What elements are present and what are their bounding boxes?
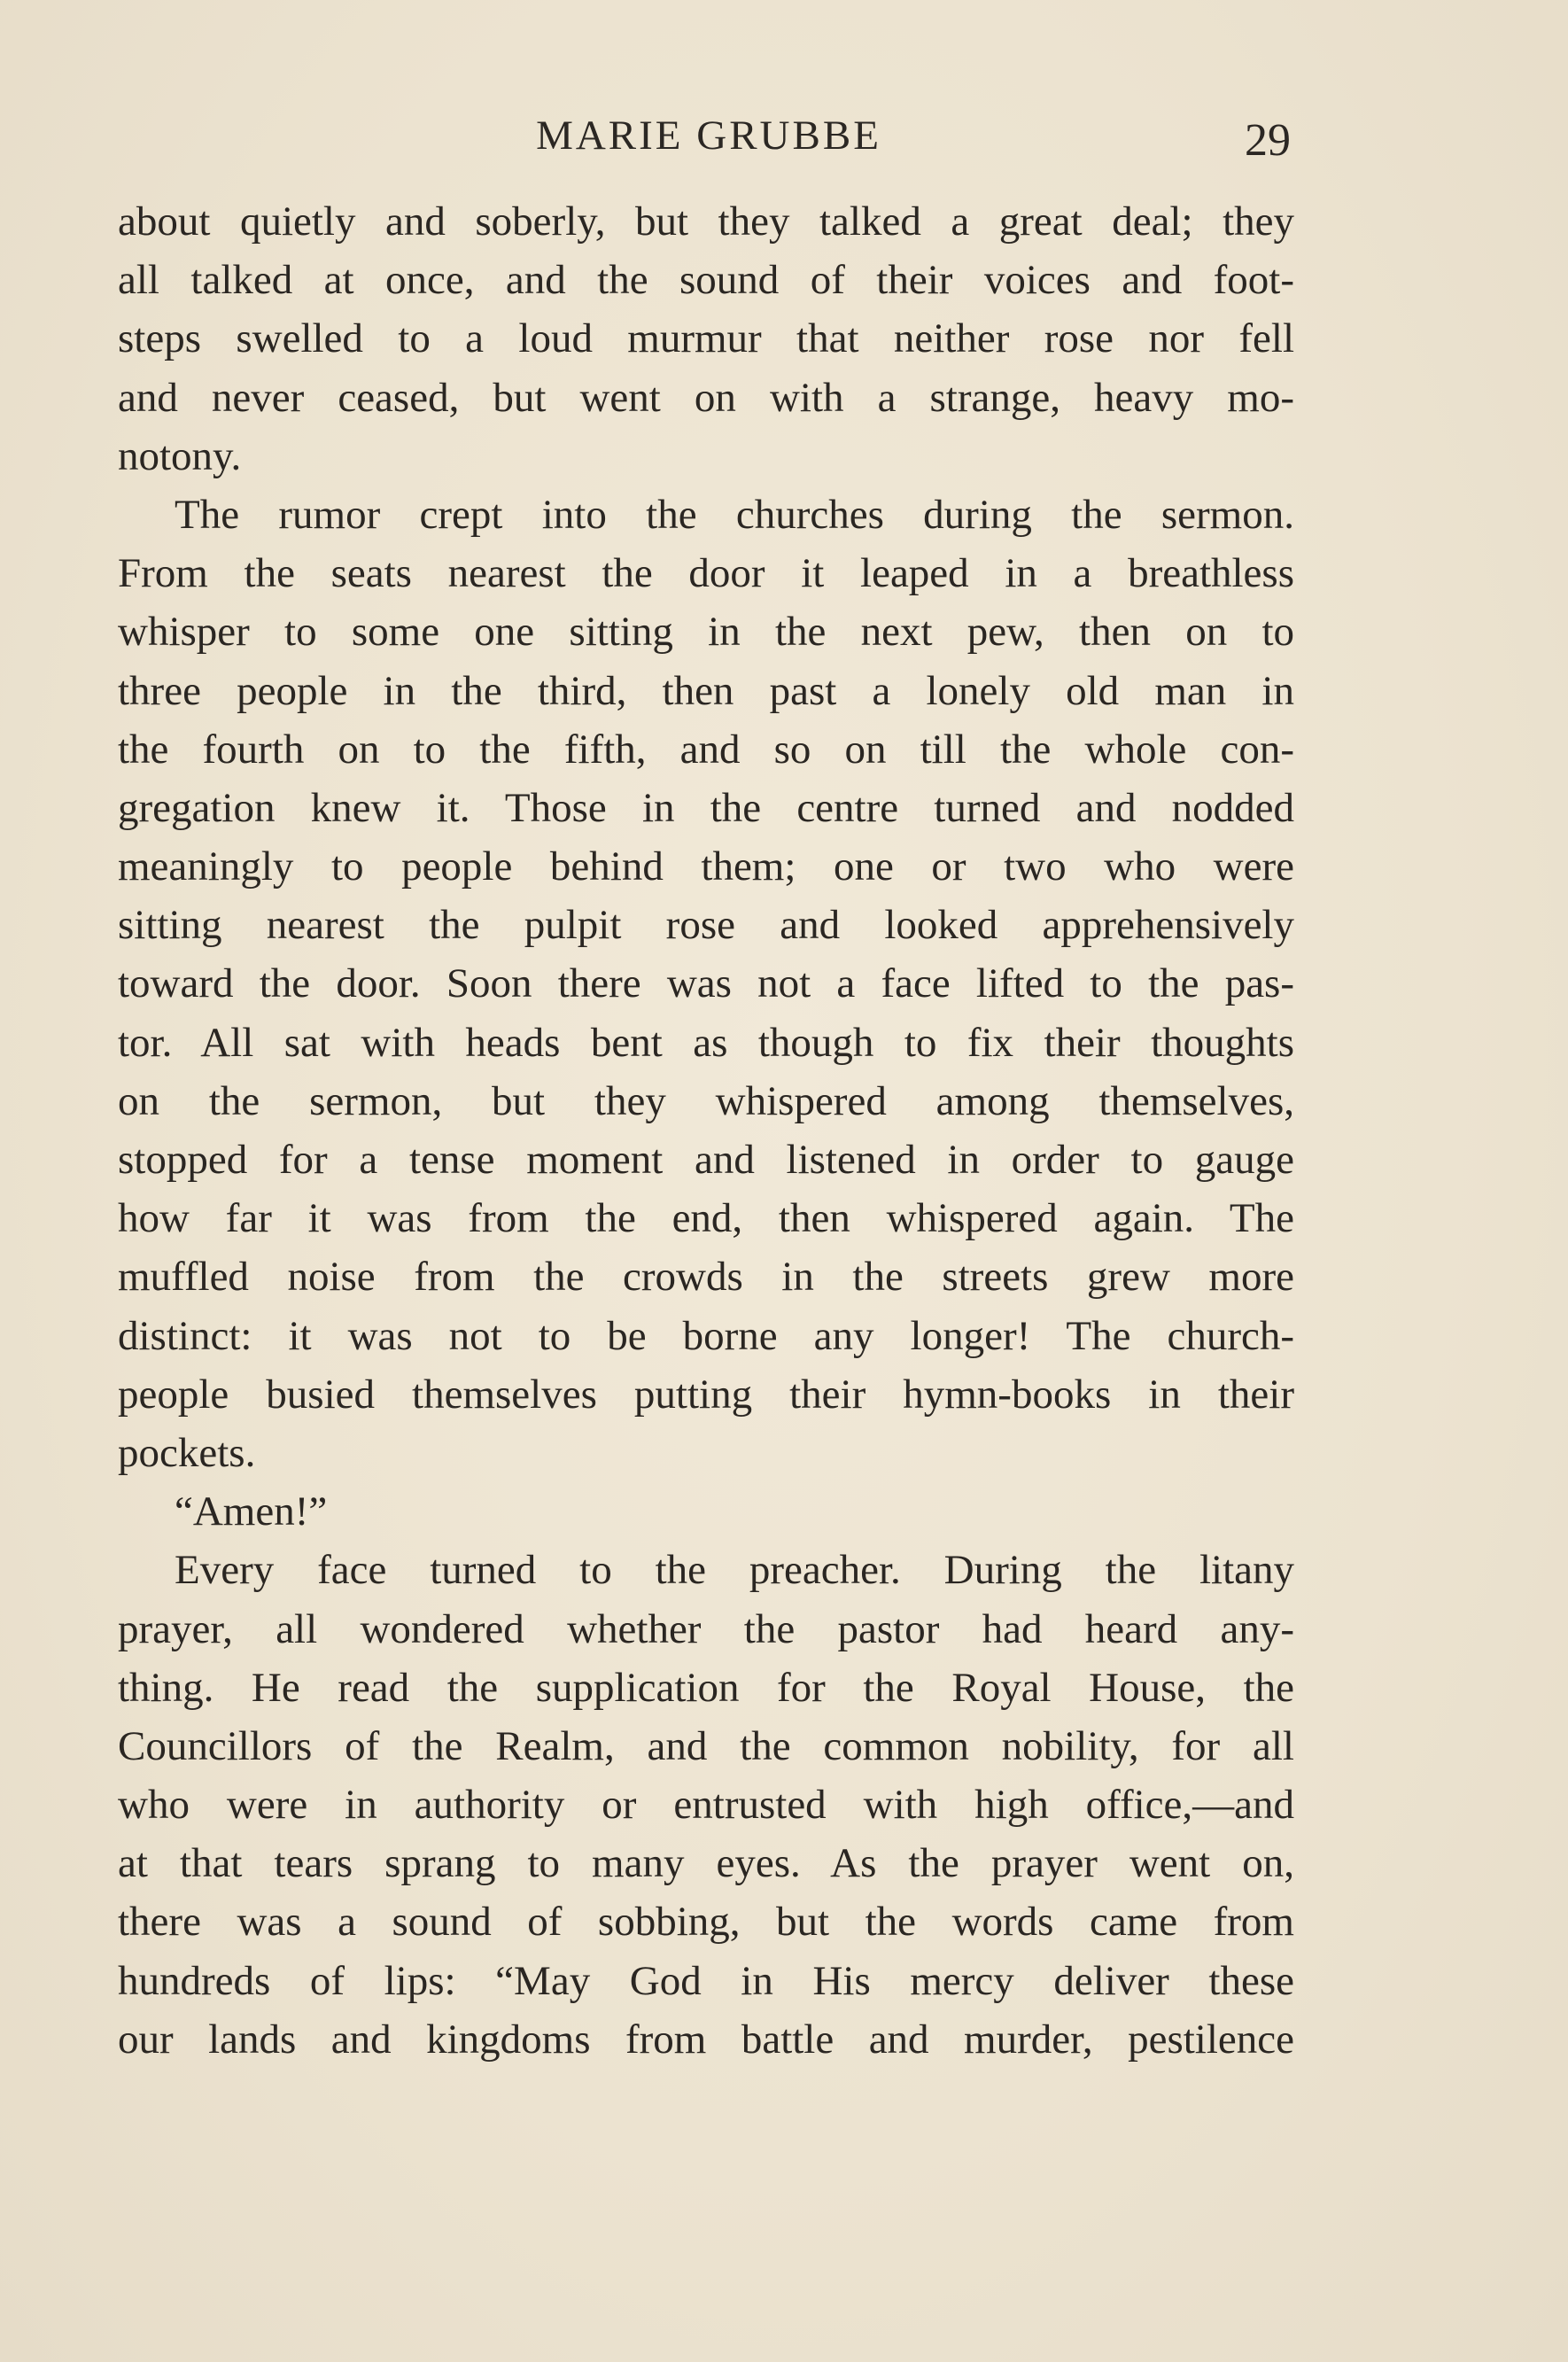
text-line: on the sermon, but they whispered among themselves,	[118, 1077, 1294, 1124]
text-line: From the seats nearest the door it leaped in a breathless	[118, 550, 1294, 597]
text-line: at that tears sprang to many eyes. As the prayer went on,	[118, 1840, 1294, 1887]
text-line: hundreds of lips: “May God in His mercy deliver these	[118, 1957, 1294, 2004]
text-line: whisper to some one sitting in the next pew, then on to	[118, 609, 1294, 656]
text-line: stopped for a tense moment and listened in order to gauge	[118, 1137, 1294, 1183]
text-line: steps swelled to a loud murmur that neither rose nor fell	[118, 315, 1294, 362]
text-line: how far it was from the end, then whispered again. The	[118, 1195, 1294, 1242]
text-line: Every face turned to the preacher. During the litany	[175, 1547, 1294, 1594]
text-line: gregation knew it. Those in the centre turned and nodded	[118, 784, 1294, 831]
body-text	[118, 192, 1294, 2069]
text-line: pockets.	[118, 1429, 256, 1476]
page-number: 29	[1245, 115, 1291, 166]
text-line: people busied themselves putting their hymn-books in their	[118, 1371, 1294, 1418]
text-line: there was a sound of sobbing, but the words came from	[118, 1899, 1294, 1946]
text-line: about quietly and soberly, but they talked a great deal; they	[118, 198, 1294, 245]
text-line: muffled noise from the crowds in the streets grew more	[118, 1254, 1294, 1301]
text-line: “Amen!”	[175, 1488, 328, 1535]
text-line: notony.	[118, 432, 242, 479]
text-line: prayer, all wondered whether the pastor had heard any-	[118, 1605, 1294, 1652]
text-line: all talked at once, and the sound of their voices and foot-	[118, 257, 1294, 304]
text-line: meaningly to people behind them; one or two who were	[118, 843, 1294, 890]
text-line: and never ceased, but went on with a strange, heavy mo-	[118, 374, 1294, 421]
text-line: The rumor crept into the churches during the sermon.	[175, 491, 1294, 538]
text-line: three people in the third, then past a lonely old man in	[118, 667, 1294, 714]
text-line: our lands and kingdoms from battle and murder, pestilence	[118, 2016, 1294, 2063]
text-line: toward the door. Soon there was not a face lifted to the pas-	[118, 960, 1294, 1007]
text-line: tor. All sat with heads bent as though to fix their thoughts	[118, 1019, 1294, 1066]
text-line: Councillors of the Realm, and the common nobility, for all	[118, 1722, 1294, 1769]
text-line: who were in authority or entrusted with high office,—and	[118, 1782, 1294, 1829]
text-line: the fourth on to the fifth, and so on till the whole con-	[118, 726, 1294, 773]
text-line: sitting nearest the pulpit rose and looked apprehensively	[118, 902, 1294, 949]
text-line: thing. He read the supplication for the Royal House, the	[118, 1664, 1294, 1711]
running-head	[0, 105, 1568, 167]
text-line: distinct: it was not to be borne any longer! The church-	[118, 1312, 1294, 1359]
running-title: MARIE GRUBBE	[536, 113, 881, 159]
